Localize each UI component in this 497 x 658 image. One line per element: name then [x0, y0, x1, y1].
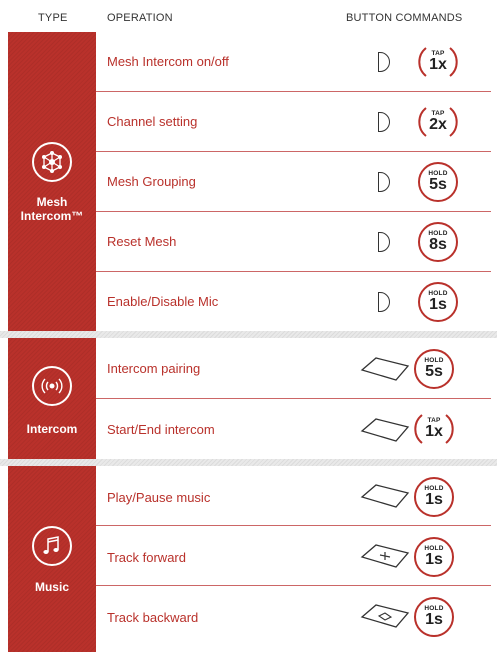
section-divider: [0, 459, 497, 466]
column-header-button-commands: BUTTON COMMANDS: [346, 12, 463, 24]
table-row: [96, 212, 497, 272]
square-button-icon: [360, 415, 410, 445]
operation-label: Intercom pairing: [107, 361, 201, 376]
command-kind: HOLD: [428, 290, 448, 297]
operation-label: Track backward: [107, 610, 199, 625]
operation-label: Play/Pause music: [107, 490, 211, 505]
table-header: [0, 0, 497, 32]
type-label: Mesh Intercom™: [20, 195, 84, 223]
command-kind: TAP: [427, 417, 441, 424]
section-divider: [0, 331, 497, 338]
table-row: [96, 399, 497, 459]
column-header-operation: OPERATION: [107, 12, 173, 24]
command-value: 1x: [425, 423, 443, 440]
command-value: 1s: [425, 551, 443, 568]
type-cell: [8, 466, 96, 652]
type-label: Music: [34, 580, 69, 594]
column-header-type: TYPE: [38, 12, 68, 24]
hold-command-icon: [414, 597, 454, 637]
table-row: [96, 338, 497, 399]
section-music: [0, 466, 497, 652]
hold-command-icon: [418, 222, 458, 262]
type-label: Intercom: [26, 422, 78, 436]
command-value: 1x: [429, 56, 447, 73]
minus-button-icon: [360, 601, 410, 631]
command-kind: HOLD: [424, 605, 444, 612]
table-row: [96, 92, 497, 152]
d-button-icon: [378, 232, 390, 252]
tap-command-icon: [414, 409, 454, 449]
command-value: 5s: [429, 176, 447, 193]
section-intercom: [0, 338, 497, 459]
hold-command-icon: [414, 349, 454, 389]
table-row: [96, 586, 497, 652]
type-cell: [8, 32, 96, 331]
table-row: [96, 466, 497, 526]
hold-command-icon: [418, 282, 458, 322]
tap-command-icon: [418, 42, 458, 82]
command-kind: HOLD: [428, 230, 448, 237]
d-button-icon: [378, 172, 390, 192]
command-value: 1s: [429, 296, 447, 313]
mesh-network-icon: [32, 142, 72, 182]
operation-label: Mesh Grouping: [107, 174, 196, 189]
hold-command-icon: [414, 537, 454, 577]
music-note-icon: [32, 526, 72, 566]
operation-label: Channel setting: [107, 114, 198, 129]
operation-label: Enable/Disable Mic: [107, 294, 219, 309]
table-row: [96, 272, 497, 331]
table-row: [96, 152, 497, 212]
operation-label: Reset Mesh: [107, 234, 177, 249]
type-cell: [8, 338, 96, 459]
d-button-icon: [378, 112, 390, 132]
operation-label: Mesh Intercom on/off: [107, 54, 229, 69]
table-row: [96, 526, 497, 586]
command-kind: TAP: [431, 110, 445, 117]
command-kind: HOLD: [424, 545, 444, 552]
command-value: 5s: [425, 363, 443, 380]
d-button-icon: [378, 52, 390, 72]
command-kind: HOLD: [424, 485, 444, 492]
command-kind: HOLD: [424, 357, 444, 364]
square-button-icon: [360, 481, 410, 511]
intercom-broadcast-icon: [32, 366, 72, 406]
operation-label: Start/End intercom: [107, 422, 215, 437]
tap-command-icon: [418, 102, 458, 142]
command-value: 8s: [429, 236, 447, 253]
command-value: 1s: [425, 491, 443, 508]
hold-command-icon: [418, 162, 458, 202]
plus-button-icon: [360, 541, 410, 571]
command-value: 2x: [429, 116, 447, 133]
square-button-icon: [360, 354, 410, 384]
operation-label: Track forward: [107, 550, 186, 565]
d-button-icon: [378, 292, 390, 312]
table-row: [96, 32, 497, 92]
command-value: 1s: [425, 611, 443, 628]
command-kind: HOLD: [428, 170, 448, 177]
command-kind: TAP: [431, 50, 445, 57]
hold-command-icon: [414, 477, 454, 517]
section-mesh-intercom: [0, 32, 497, 331]
